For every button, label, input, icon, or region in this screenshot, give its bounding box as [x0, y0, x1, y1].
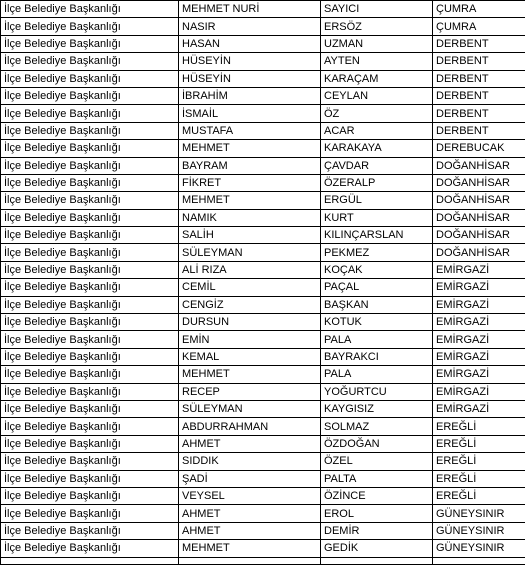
district-cell: EMİRGAZİ — [433, 331, 525, 348]
first-name-cell: AHMET — [179, 522, 321, 539]
district-cell: DEREBUCAK — [433, 140, 525, 157]
table-row — [1, 453, 525, 470]
first-name-cell: SIDDIK — [179, 453, 321, 470]
first-name-cell: HÜSEYİN — [179, 70, 321, 87]
institution-cell: İlçe Belediye Başkanlığı — [1, 209, 179, 226]
institution-cell: İlçe Belediye Başkanlığı — [1, 140, 179, 157]
institution-cell: İlçe Belediye Başkanlığı — [1, 296, 179, 313]
last-name-cell — [321, 557, 433, 564]
district-cell: ÇUMRA — [433, 1, 525, 18]
last-name-cell: GEDİK — [321, 540, 433, 557]
institution-cell: İlçe Belediye Başkanlığı — [1, 261, 179, 278]
table-row — [1, 314, 525, 331]
last-name-cell: ÖZERALP — [321, 174, 433, 191]
institution-cell: İlçe Belediye Başkanlığı — [1, 1, 179, 18]
last-name-cell: KARAÇAM — [321, 70, 433, 87]
table-row — [1, 435, 525, 452]
district-cell: DERBENT — [433, 105, 525, 122]
district-cell — [433, 557, 525, 564]
first-name-cell: MEHMET — [179, 366, 321, 383]
first-name-cell: CEMİL — [179, 279, 321, 296]
last-name-cell: AYTEN — [321, 53, 433, 70]
last-name-cell: PAÇAL — [321, 279, 433, 296]
district-cell: GÜNEYSINIR — [433, 505, 525, 522]
table-row — [1, 140, 525, 157]
table-row — [1, 296, 525, 313]
first-name-cell: İSMAİL — [179, 105, 321, 122]
district-cell: EMİRGAZİ — [433, 314, 525, 331]
institution-cell: İlçe Belediye Başkanlığı — [1, 53, 179, 70]
institution-cell: İlçe Belediye Başkanlığı — [1, 174, 179, 191]
first-name-cell: AHMET — [179, 435, 321, 452]
table-row — [1, 87, 525, 104]
table-row — [1, 157, 525, 174]
table-row — [1, 487, 525, 504]
table-body — [1, 1, 525, 565]
last-name-cell: PEKMEZ — [321, 244, 433, 261]
institution-cell: İlçe Belediye Başkanlığı — [1, 470, 179, 487]
table-row — [1, 35, 525, 52]
institution-cell: İlçe Belediye Başkanlığı — [1, 192, 179, 209]
institution-cell: İlçe Belediye Başkanlığı — [1, 87, 179, 104]
district-cell: DERBENT — [433, 53, 525, 70]
first-name-cell: VEYSEL — [179, 487, 321, 504]
first-name-cell: KEMAL — [179, 348, 321, 365]
table-row — [1, 105, 525, 122]
first-name-cell: MEHMET — [179, 540, 321, 557]
table-row — [1, 400, 525, 417]
district-cell: DOĞANHİSAR — [433, 209, 525, 226]
district-cell: GÜNEYSINIR — [433, 540, 525, 557]
district-cell: DERBENT — [433, 87, 525, 104]
table-row — [1, 192, 525, 209]
last-name-cell: ERSÖZ — [321, 18, 433, 35]
district-cell: EREĞLİ — [433, 435, 525, 452]
institution-cell: İlçe Belediye Başkanlığı — [1, 522, 179, 539]
first-name-cell: ABDURRAHMAN — [179, 418, 321, 435]
last-name-cell: BAŞKAN — [321, 296, 433, 313]
institution-cell: İlçe Belediye Başkanlığı — [1, 157, 179, 174]
district-cell: ÇUMRA — [433, 18, 525, 35]
table-row — [1, 348, 525, 365]
district-cell: EREĞLİ — [433, 418, 525, 435]
institution-cell: İlçe Belediye Başkanlığı — [1, 105, 179, 122]
district-cell: DOĞANHİSAR — [433, 157, 525, 174]
last-name-cell: ÖZ — [321, 105, 433, 122]
table-row — [1, 366, 525, 383]
institution-cell: İlçe Belediye Başkanlığı — [1, 540, 179, 557]
table-row — [1, 331, 525, 348]
district-cell: EMİRGAZİ — [433, 400, 525, 417]
district-cell: GÜNEYSINIR — [433, 522, 525, 539]
district-cell: EREĞLİ — [433, 470, 525, 487]
last-name-cell: ERGÜL — [321, 192, 433, 209]
institution-cell: İlçe Belediye Başkanlığı — [1, 244, 179, 261]
first-name-cell: CENGİZ — [179, 296, 321, 313]
institution-cell: İlçe Belediye Başkanlığı — [1, 505, 179, 522]
institution-cell: İlçe Belediye Başkanlığı — [1, 348, 179, 365]
first-name-cell — [179, 557, 321, 564]
last-name-cell: ÇAVDAR — [321, 157, 433, 174]
last-name-cell: SAYICI — [321, 1, 433, 18]
first-name-cell: MEHMET — [179, 192, 321, 209]
district-cell: EREĞLİ — [433, 487, 525, 504]
institution-cell: İlçe Belediye Başkanlığı — [1, 70, 179, 87]
district-cell: DOĞANHİSAR — [433, 192, 525, 209]
table-row — [1, 1, 525, 18]
district-cell: DERBENT — [433, 35, 525, 52]
last-name-cell: KARAKAYA — [321, 140, 433, 157]
first-name-cell: SÜLEYMAN — [179, 244, 321, 261]
table-row — [1, 540, 525, 557]
first-name-cell: ALİ RIZA — [179, 261, 321, 278]
last-name-cell: KOÇAK — [321, 261, 433, 278]
institution-cell: İlçe Belediye Başkanlığı — [1, 279, 179, 296]
table-row — [1, 174, 525, 191]
table-row — [1, 418, 525, 435]
institution-cell: İlçe Belediye Başkanlığı — [1, 400, 179, 417]
table-row — [1, 261, 525, 278]
table-row — [1, 244, 525, 261]
district-cell: EMİRGAZİ — [433, 366, 525, 383]
first-name-cell: HÜSEYİN — [179, 53, 321, 70]
first-name-cell: MEHMET — [179, 140, 321, 157]
institution-cell: İlçe Belediye Başkanlığı — [1, 314, 179, 331]
last-name-cell: YOĞURTCU — [321, 383, 433, 400]
district-cell: EMİRGAZİ — [433, 348, 525, 365]
district-cell: EREĞLİ — [433, 453, 525, 470]
last-name-cell: DEMİR — [321, 522, 433, 539]
first-name-cell: MUSTAFA — [179, 122, 321, 139]
last-name-cell: PALA — [321, 331, 433, 348]
district-cell: EMİRGAZİ — [433, 383, 525, 400]
table-row-partial — [1, 557, 525, 564]
institution-cell: İlçe Belediye Başkanlığı — [1, 418, 179, 435]
first-name-cell: HASAN — [179, 35, 321, 52]
last-name-cell: KURT — [321, 209, 433, 226]
institution-cell: İlçe Belediye Başkanlığı — [1, 122, 179, 139]
institution-cell: İlçe Belediye Başkanlığı — [1, 453, 179, 470]
institution-cell: İlçe Belediye Başkanlığı — [1, 35, 179, 52]
table-row — [1, 522, 525, 539]
district-cell: EMİRGAZİ — [433, 261, 525, 278]
institution-cell: İlçe Belediye Başkanlığı — [1, 366, 179, 383]
last-name-cell: ACAR — [321, 122, 433, 139]
last-name-cell: ÖZDOĞAN — [321, 435, 433, 452]
district-cell: DOĞANHİSAR — [433, 244, 525, 261]
district-cell: EMİRGAZİ — [433, 296, 525, 313]
institution-cell: İlçe Belediye Başkanlığı — [1, 435, 179, 452]
first-name-cell: MEHMET NURİ — [179, 1, 321, 18]
first-name-cell: NAMIK — [179, 209, 321, 226]
table-row — [1, 505, 525, 522]
first-name-cell: BAYRAM — [179, 157, 321, 174]
last-name-cell: PALA — [321, 366, 433, 383]
institution-cell: İlçe Belediye Başkanlığı — [1, 383, 179, 400]
table-row — [1, 209, 525, 226]
institution-cell: İlçe Belediye Başkanlığı — [1, 331, 179, 348]
institution-cell: İlçe Belediye Başkanlığı — [1, 18, 179, 35]
district-cell: DOĞANHİSAR — [433, 174, 525, 191]
first-name-cell: RECEP — [179, 383, 321, 400]
first-name-cell: NASIR — [179, 18, 321, 35]
last-name-cell: KILINÇARSLAN — [321, 227, 433, 244]
last-name-cell: PALTA — [321, 470, 433, 487]
last-name-cell: ÖZİNCE — [321, 487, 433, 504]
last-name-cell: CEYLAN — [321, 87, 433, 104]
last-name-cell: EROL — [321, 505, 433, 522]
first-name-cell: DURSUN — [179, 314, 321, 331]
last-name-cell: UZMAN — [321, 35, 433, 52]
table-row — [1, 70, 525, 87]
district-cell: DOĞANHİSAR — [433, 227, 525, 244]
first-name-cell: AHMET — [179, 505, 321, 522]
last-name-cell: KAYGISIZ — [321, 400, 433, 417]
table-row — [1, 227, 525, 244]
district-cell: DERBENT — [433, 70, 525, 87]
first-name-cell: SÜLEYMAN — [179, 400, 321, 417]
table-row — [1, 53, 525, 70]
district-cell: DERBENT — [433, 122, 525, 139]
table-row — [1, 18, 525, 35]
last-name-cell: BAYRAKCI — [321, 348, 433, 365]
last-name-cell: ÖZEL — [321, 453, 433, 470]
table-row — [1, 122, 525, 139]
institution-cell — [1, 557, 179, 564]
table-row — [1, 279, 525, 296]
first-name-cell: FİKRET — [179, 174, 321, 191]
district-cell: EMİRGAZİ — [433, 279, 525, 296]
last-name-cell: KOTUK — [321, 314, 433, 331]
last-name-cell: SOLMAZ — [321, 418, 433, 435]
table-row — [1, 383, 525, 400]
first-name-cell: İBRAHİM — [179, 87, 321, 104]
first-name-cell: SALİH — [179, 227, 321, 244]
institution-cell: İlçe Belediye Başkanlığı — [1, 487, 179, 504]
table-row — [1, 470, 525, 487]
first-name-cell: ŞADİ — [179, 470, 321, 487]
first-name-cell: EMİN — [179, 331, 321, 348]
institution-cell: İlçe Belediye Başkanlığı — [1, 227, 179, 244]
